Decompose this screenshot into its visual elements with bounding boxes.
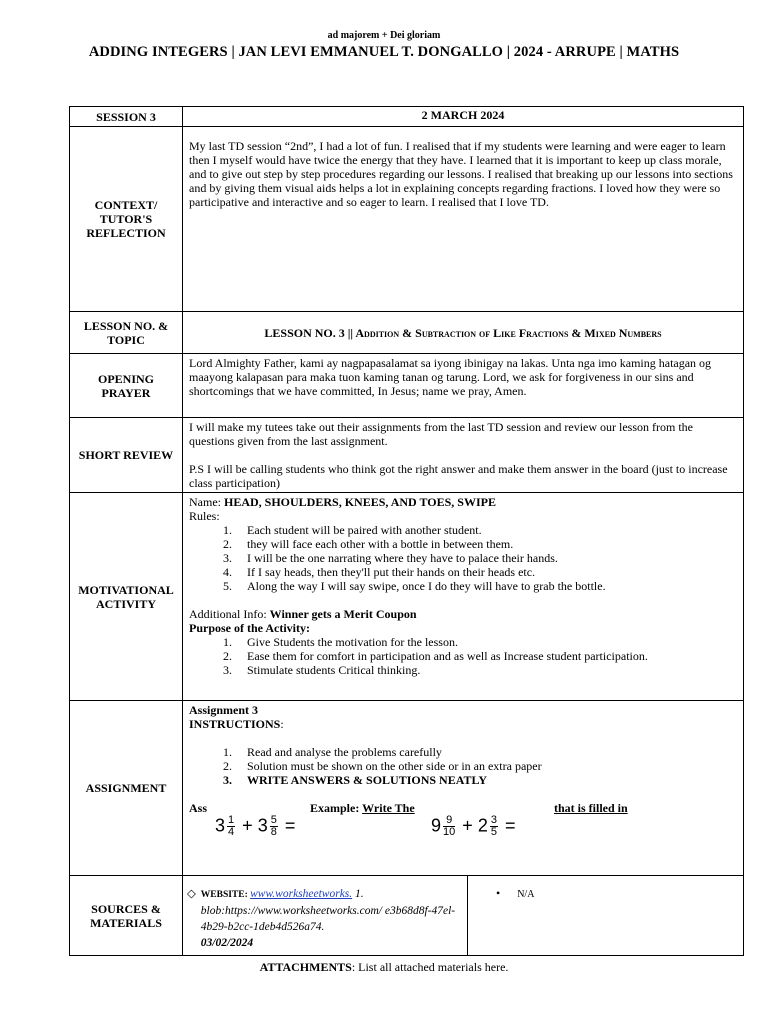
blob-url: blob:https://www.worksheetworks.com/ e3b68d8f-47el-4b29-b2cc-1deb4d526a74. — [200, 905, 456, 933]
instruction-item: 2. Solution must be shown on the other side or in an extra paper — [235, 759, 737, 773]
sources-label: SOURCES & MATERIALS — [70, 876, 183, 956]
rule-item: 1. Each student will be paired with another student. — [235, 523, 737, 537]
purpose-item: 3. Stimulate students Critical thinking. — [235, 663, 737, 677]
purpose-label: Purpose of the Activity: — [189, 621, 310, 635]
motivational-cell — [183, 493, 744, 701]
review-ps: P.S I will be calling students who think got the right answer and make them answer in the board (just to increase class participation) — [189, 462, 728, 490]
instructions-label: INSTRUCTIONS: — [189, 717, 284, 731]
review-text: I will make my tutees take out their assignments from the last TD session and review our lesson from the questions given from the last assignment. — [189, 420, 694, 448]
assignment-title: Assignment 3 — [189, 703, 259, 717]
rules-label: Rules: — [189, 509, 220, 523]
activity-name: Name: HEAD, SHOULDERS, KNEES, AND TOES, SWIPE — [189, 495, 496, 509]
rule-item: 2. they will face each other with a bottle in between them. — [235, 537, 737, 551]
sources-cell — [183, 876, 468, 956]
context-label: CONTEXT/ TUTOR'S REFLECTION — [70, 127, 183, 312]
motto: ad majorem + Dei gloriam — [327, 30, 441, 41]
assignment-cell — [183, 701, 744, 876]
bullet-icon: • — [496, 886, 501, 900]
rule-item: 4. If I say heads, then they'll put their hands on their heads etc. — [235, 565, 737, 579]
rules-list — [189, 523, 737, 593]
prayer-text: Lord Almighty Father, kami ay nagpapasalamat sa iyong ibinigay na lakas. Unta nga imo kaming hatagan og maayong kalapasan para maka tuon kaming tanan og tarung. Lord, we ask for forgiveness in our sins and shortcomings that we have committed, In Jesus; name we pray, Amen. — [183, 354, 744, 418]
diamond-bullet-icon: ◇ — [187, 888, 196, 900]
lesson-plan-table — [69, 106, 744, 956]
problem-1: 3 $\frac{1}{4}$ + 3 $\frac{5}{8}$ = — [215, 814, 296, 838]
session-label: SESSION 3 — [70, 107, 183, 127]
instructions-list — [189, 745, 737, 773]
instructions-bold: 3. WRITE ANSWERS & SOLUTIONS NEATLY — [189, 773, 737, 787]
lesson-label: LESSON NO. & TOPIC — [70, 312, 183, 354]
instruction-item: 1. Read and analyse the problems carefully — [235, 745, 737, 759]
purpose-item: 1. Give Students the motivation for the lesson. — [235, 635, 737, 649]
rule-item: 5. Along the way I will say swipe, once I do they will have to grab the bottle. — [235, 579, 737, 593]
attachments-note: ATTACHMENTS: List all attached materials here. — [259, 960, 509, 974]
source-entry: WEBSITE: www.worksheetworks. 1. blob:https://www.worksheetworks.com/ e3b68d8f-47el-4b29-b2cc-1deb4d526a74. 03/02/2024 — [200, 888, 456, 949]
website-link[interactable]: www.worksheetworks. — [250, 888, 353, 900]
motivational-label: MOTIVATIONAL ACTIVITY — [70, 493, 183, 701]
review-label: SHORT REVIEW — [70, 418, 183, 493]
rule-item: 3. I will be the one narrating where they have to palace their hands. — [235, 551, 737, 565]
page-header: ADDING INTEGERS | JAN LEVI EMMANUEL T. DONGALLO | 2024 - ARRUPE | MATHS — [88, 44, 680, 60]
sources-right-cell — [468, 876, 744, 956]
additional-info: Additional Info: Winner gets a Merit Coupon — [189, 607, 417, 621]
session-date: 2 MARCH 2024 — [183, 107, 744, 127]
lesson-title: LESSON NO. 3 || Addition & Subtraction of Like Fractions & Mixed Numbers — [183, 312, 744, 354]
problem-2: 9 $\frac{9}{10}$ + 2 $\frac{3}{5}$ = — [431, 814, 516, 838]
purpose-item: 2. Ease them for comfort in participation and as well as Increase student participation. — [235, 649, 737, 663]
na-text: N/A — [517, 889, 535, 900]
prayer-label: OPENING PRAYER — [70, 354, 183, 418]
source-date: 03/02/2024 — [200, 937, 254, 949]
reflection-text: My last TD session “2nd”, I had a lot of fun. I realised that if my students were learning and were eager to learn then I myself would have twice the energy that they have. I learned that it is important to keep up class morale, and to give out step by step procedures regarding our lessons. I realised that breaking up our lessons into sections and by giving them visual aids helps a lot in explaining concepts regarding fractions. I loved how they were so participative and interactive and so eager to learn. I realised that I love TD. — [183, 127, 744, 312]
fraction-problems — [189, 815, 737, 855]
purpose-list — [189, 635, 737, 677]
assignment-label: ASSIGNMENT — [70, 701, 183, 876]
review-cell — [183, 418, 744, 493]
example-line: Ass Example: Write The that is filled in — [189, 801, 628, 815]
